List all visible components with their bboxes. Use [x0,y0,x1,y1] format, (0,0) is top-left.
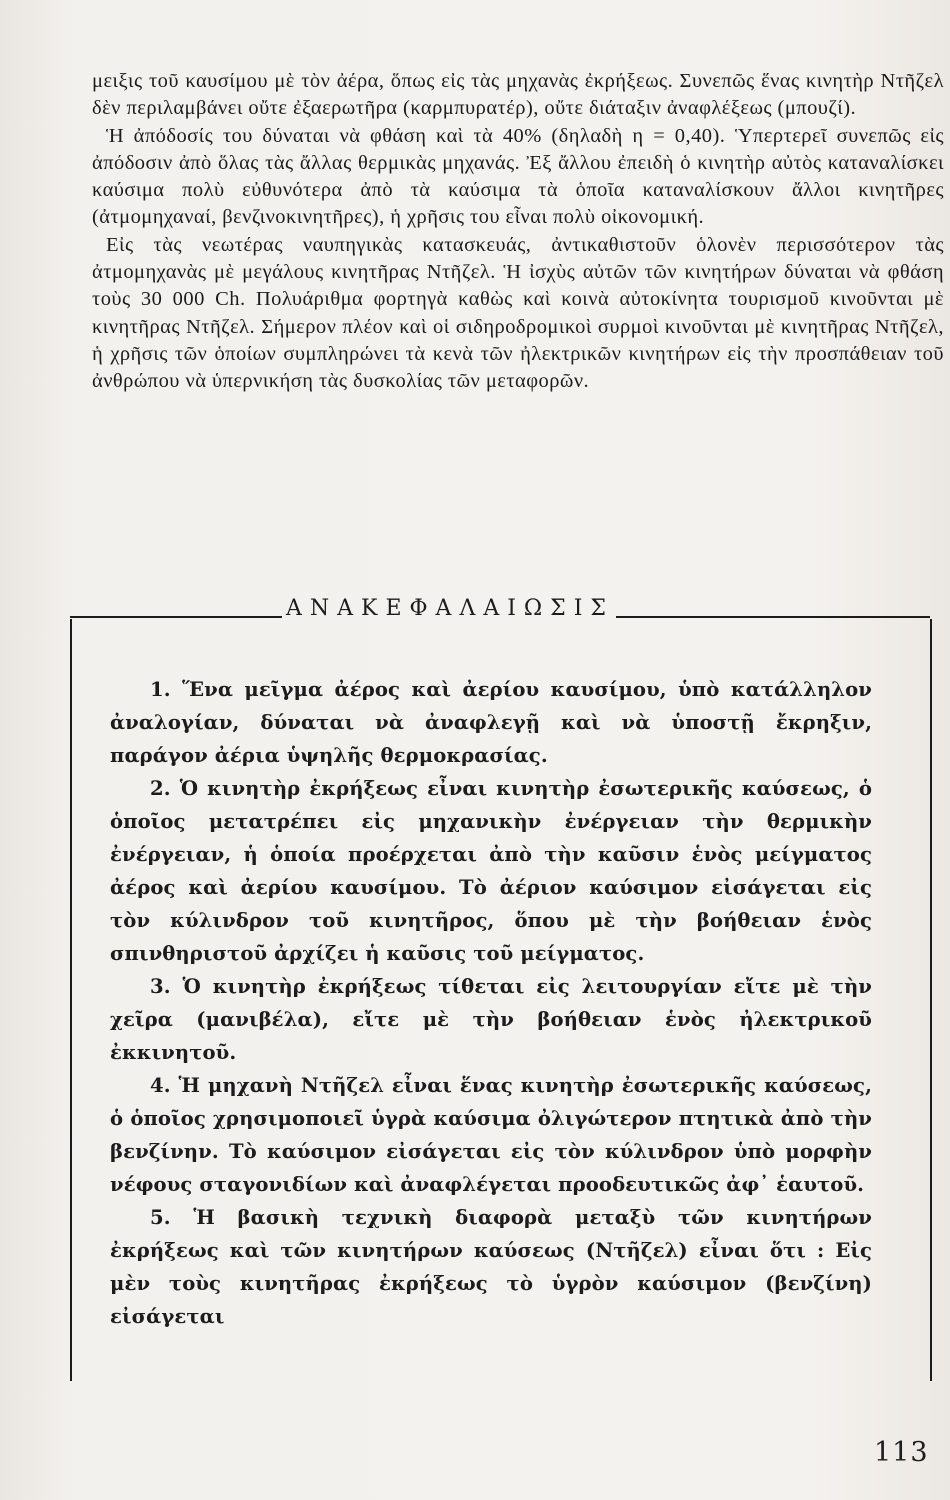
summary-section [70,592,930,1328]
item-text: Ἡ βασικὴ τεχνικὴ διαφορὰ μεταξὺ τῶν κινητήρων ἐκρήξεως καὶ τῶν κινητήρων καύσεως (Ντῆζελ) εἶναι ὅτι : Εἰς μὲν τοὺς κινητῆρας ἐκρήξεως τὸ ὑγρὸν καύσιμον (βενζίνη) εἰσάγεται [110,1206,872,1328]
heading-rule-right [616,616,930,618]
body-text [92,68,944,396]
summary-items [110,673,872,1333]
summary-item [110,1201,872,1333]
heading-rule-left [70,616,282,618]
paragraph: μειξις τοῦ καυσίμου μὲ τὸν ἀέρα, ὅπως εἰς τὰς μηχανὰς ἐκρήξεως. Συνεπῶς ἕνας κινητὴρ Ντῆζελ δὲν περιλαμβάνει οὔτε ἐξαερωτῆρα (καρμπυρατέρ), οὔτε διάταξιν ἀναφλέξεως (μπουζί). [92,70,944,120]
item-text: Ἡ μηχανὴ Ντῆζελ εἶναι ἕνας κινητὴρ ἐσωτερικῆς καύσεως, ὁ ὁποῖος χρησιμοποιεῖ ὑγρὰ καύσιμα ὀλιγώτερον πτητικὰ ἀπὸ τὴν βενζίνην. Τὸ καύσιμον εἰσάγεται εἰς τὸν κύλινδρον ὑπὸ μορφὴν νέφους σταγονιδίων καὶ ἀναφλέγεται προοδευτικῶς ἀφ᾽ ἑαυτοῦ. [110,1074,872,1196]
item-number: 5. [150,1206,171,1229]
page-number: 113 [874,1437,929,1468]
summary-box [70,619,932,1381]
summary-item [110,673,872,772]
item-text: Ἕνα μεῖγμα ἀέρος καὶ ἀερίου καυσίμου, ὑπὸ κατάλληλον ἀναλογίαν, δύναται νὰ ἀναφλεγῇ καὶ νὰ ὑποστῇ ἔκρηξιν, παράγον ἀέρια ὑψηλῆς θερμοκρασίας. [110,678,872,767]
item-number: 4. [150,1074,171,1097]
item-number: 3. [150,975,171,998]
paragraph: Εἰς τὰς νεωτέρας ναυπηγικὰς κατασκευάς, ἀντικαθιστοῦν ὁλονὲν περισσότερον τὰς ἀτμομηχανὰς μὲ μεγάλους κινητῆρας Ντῆζελ. Ἡ ἰσχὺς αὐτῶν τῶν κινητήρων δύναται νὰ φθάση τοὺς 30 000 Ch. Πολυάριθμα φορτηγὰ καθὼς καὶ κοινὰ αὐτοκίνητα τουρισμοῦ κινοῦνται μὲ κινητῆρας Ντῆζελ. Σήμερον πλέον καὶ οἱ σιδηροδρομικοὶ συρμοὶ κινοῦνται μὲ κινητῆρας Ντῆζελ, ἡ χρῆσις τῶν ὁποίων συμπληρώνει τὰ κενὰ τῶν ἠλεκτρικῶν κινητήρων εἰς τὴν προσπάθειαν τοῦ ἀνθρώπου νὰ ὑπερνικήση τὰς δυσκολίας τῶν μεταφορῶν. [92,233,944,393]
paragraph: Ἡ ἀπόδοσίς του δύναται νὰ φθάση καὶ τὰ 40% (δηλαδὴ η = 0,40). Ὑπερτερεῖ συνεπῶς εἰς ἀπόδοσιν ἀπὸ ὅλας τὰς ἄλλας θερμικὰς μηχανάς. Ἐξ ἄλλου ἐπειδὴ ὁ κινητὴρ αὐτὸς καταναλίσκει καύσιμα πολὺ εὐθυνότερα ἀπὸ τὰ καύσιμα τὰ ὁποῖα καταναλίσκουν ἄλλοι κινητῆρες (ἀτμομηχαναί, βενζινοκινητῆρες), ἡ χρῆσις του εἶναι πολὺ οἰκονομική. [92,124,944,229]
item-number: 1. [150,678,171,701]
summary-title: ΑΝΑΚΕΦΑΛΑΙΩΣΙΣ [286,596,614,621]
item-number: 2. [150,777,171,800]
summary-item [110,1069,872,1201]
summary-item [110,772,872,970]
summary-heading-row [70,592,930,622]
item-text: Ὁ κινητὴρ ἐκρήξεως τίθεται εἰς λειτουργίαν εἴτε μὲ τὴν χεῖρα (μανιβέλα), εἴτε μὲ τὴν βοήθειαν ἑνὸς ἠλεκτρικοῦ ἐκκινητοῦ. [110,975,872,1064]
summary-item [110,970,872,1069]
item-text: Ὁ κινητὴρ ἐκρήξεως εἶναι κινητὴρ ἐσωτερικῆς καύσεως, ὁ ὁποῖος μετατρέπει εἰς μηχανικὴν ἐνέργειαν τὴν θερμικὴν ἐνέργειαν, ἡ ὁποία προέρχεται ἀπὸ τὴν καῦσιν ἑνὸς μείγματος ἀέρος καὶ ἀερίου καυσίμου. Τὸ ἀέριον καύσιμον εἰσάγεται εἰς τὸν κύλινδρον τοῦ κινητῆρος, ὅπου μὲ τὴν βοήθειαν ἑνὸς σπινθηριστοῦ ἀρχίζει ἡ καῦσις τοῦ μείγματος. [110,777,872,965]
